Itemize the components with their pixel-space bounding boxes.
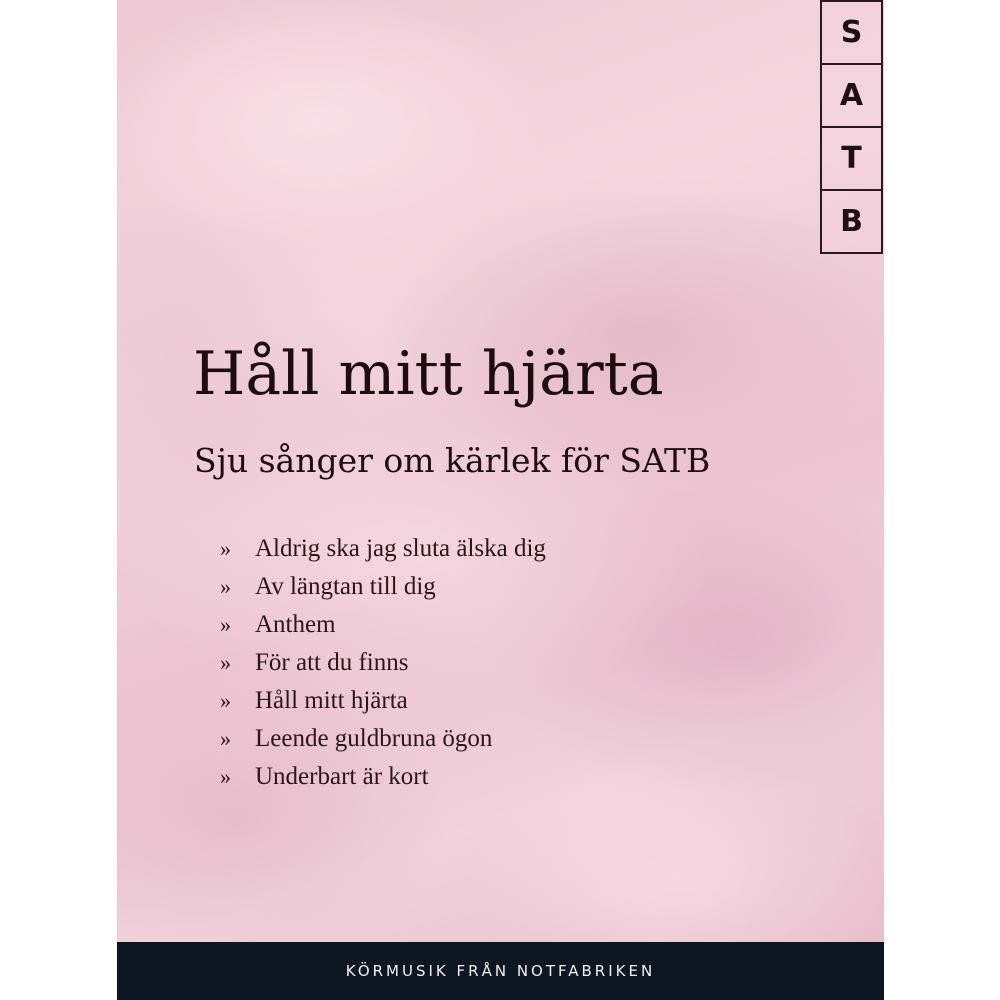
voice-part-soprano: S (822, 2, 881, 65)
song-item (220, 606, 546, 644)
book-cover (117, 0, 884, 1000)
voice-part-alto: A (822, 65, 881, 128)
cover-title: Håll mitt hjärta (193, 339, 664, 409)
song-item (220, 568, 546, 606)
bullet-icon: » (220, 726, 231, 751)
bullet-icon: » (220, 574, 231, 599)
song-item (220, 530, 546, 568)
song-title: Anthem (255, 611, 336, 638)
song-title: Av längtan till dig (255, 573, 436, 600)
publisher-name: KÖRMUSIK FRÅN NOTFABRIKEN (345, 962, 656, 980)
voice-part-bass: B (840, 204, 863, 239)
bullet-icon: » (220, 688, 231, 713)
bullet-icon: » (220, 536, 231, 561)
voice-part-tenor: T (822, 128, 881, 191)
song-item (220, 758, 546, 796)
song-title: Håll mitt hjärta (255, 687, 408, 714)
bullet-icon: » (220, 612, 231, 637)
cover-subtitle: Sju sånger om kärlek för SATB (194, 441, 711, 480)
voice-parts-box (820, 0, 883, 254)
publisher-footer (117, 942, 884, 1000)
song-title: Aldrig ska jag sluta älska dig (255, 535, 546, 562)
song-item (220, 682, 546, 720)
song-item (220, 720, 546, 758)
song-title: Leende guldbruna ögon (255, 725, 493, 752)
bullet-icon: » (220, 764, 231, 789)
song-title: För att du finns (255, 649, 409, 676)
song-list (220, 530, 546, 796)
bullet-icon: » (220, 650, 231, 675)
song-item (220, 644, 546, 682)
song-title: Underbart är kort (255, 763, 429, 790)
